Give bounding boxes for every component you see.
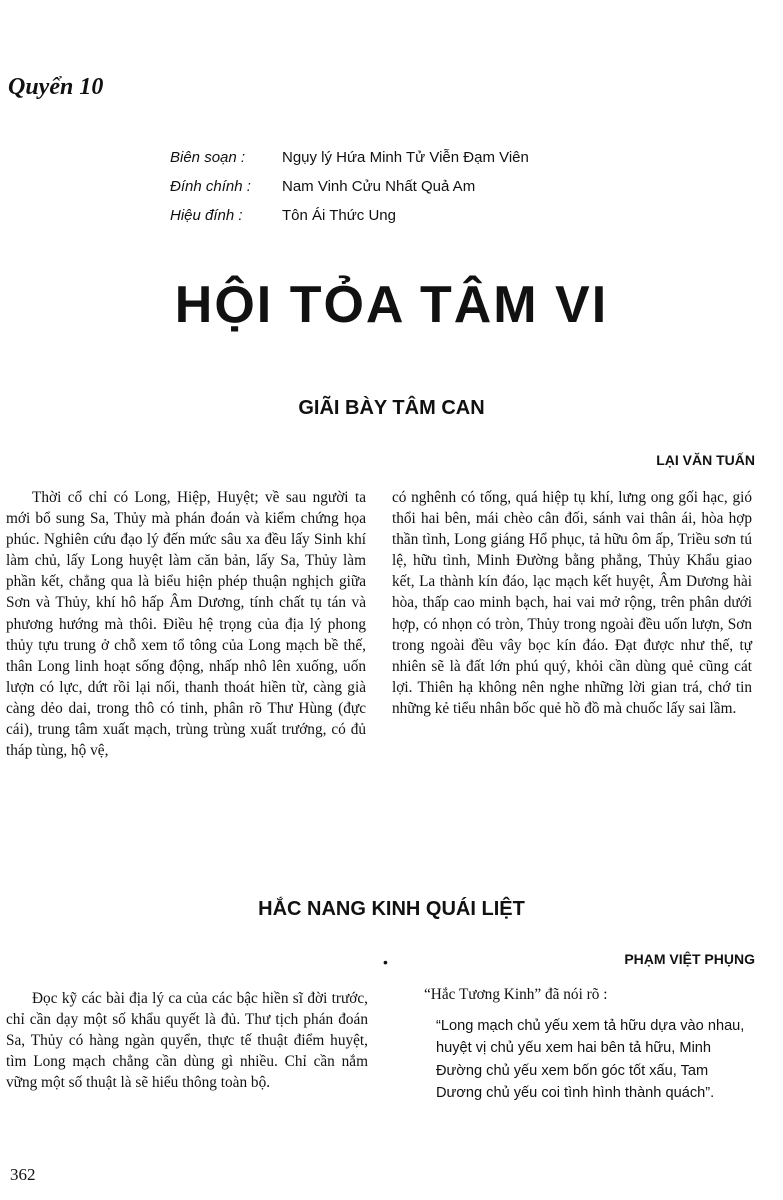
page-number: 362	[10, 1165, 36, 1184]
section-title: HẮC NANG KINH QUÁI LIỆT	[258, 898, 525, 920]
section-author: PHẠM VIỆT PHỤNG	[624, 951, 755, 967]
credits-block	[170, 143, 529, 230]
credit-role: Hiệu đính :	[170, 207, 243, 224]
credit-name: Ngụy lý Hứa Minh Tử Viễn Đạm Viên	[282, 149, 529, 166]
credit-name: Nam Vinh Cửu Nhất Quả Am	[282, 178, 476, 195]
section-body-left-column: Đọc kỹ các bài địa lý ca của các bậc hiền sĩ đời trước, chỉ cần dạy một số khẩu quyết là đủ. Thư tịch phán đoán Sa, Thủy có hàng ngàn quyển, thực tế thuật điểm huyệt, tìm Long mạch chẳng cần dùng gì nhiều. Chỉ cần nắm vững một số thuật là sẽ hiểu thông toàn bộ.	[6, 990, 368, 1092]
section-author: LẠI VĂN TUẤN	[656, 452, 755, 468]
volume-label: Quyển 10	[8, 74, 104, 100]
quote-intro: “Hắc Tương Kinh” đã nói rõ :	[424, 986, 608, 1003]
section-body-left-column: Thời cổ chỉ có Long, Hiệp, Huyệt; về sau người ta mới bổ sung Sa, Thủy mà phán đoán và kiểm chứng họa phúc. Nghiên cứu đạo lý đến mức sâu xa đều lấy Sinh khí làm chủ, lấy Long huyệt làm căn bản, lấy Sa, Thủy làm phần kết, chẳng qua là biểu hiện phép thuận nghịch giữa Sơn và Thủy, khí hô hấp Âm Dương, tính chất tụ tán và phương hướng mà thôi. Điều hệ trọng của địa lý phong thủy tựu trung ở chỗ xem tổ tông của Long mạch bề thế, thân Long linh hoạt sống động, nhấp nhô lên xuống, uốn lượn có lực, dứt rồi lại nối, thanh thoát hiền từ, càng già càng dẻo dai, trong thô có tinh, phân rõ Thư Hùng (đực cái), trung tâm xuất mạch, trùng trùng xuất trướng, có đủ tháp tùng, hộ vệ,	[6, 489, 366, 760]
credit-role: Biên soạn :	[170, 149, 246, 166]
section-body-right-column: có nghênh có tống, quá hiệp tụ khí, lưng ong gối hạc, gió thổi hai bên, mái chèo cân đối, sánh vai thân ái, hòa hợp thần tình, Long giáng Hổ phục, tả hữu ôm ấp, Triều sơn tú lệ, hữu tình, Minh Đường bằng phẳng, Thủy Khẩu giao kết, La thành kín đáo, lạc mạch kết huyệt, Âm Dương hài hòa, thấp cao minh bạch, hai vai mở rộng, trên phân dưới hợp, có nhọn có tròn, Thủy trong ngoài đều uốn lượn, Sơn trong ngoài đều vây bọc kín đáo. Đạt được như thế, tự nhiên sẽ là đất lớn phú quý, khỏi cần dùng quẻ cũng cát lợi. Thiên hạ không nên nghe những lời gian trá, chớ tin những kẻ tiểu nhân bốc quẻ hồ đồ mà chuốc lấy sai lầm.	[392, 489, 752, 717]
credit-row-corrector	[170, 172, 529, 201]
credit-name: Tôn Ái Thức Ung	[282, 207, 396, 224]
main-title: HỘI TỎA TÂM VI	[174, 276, 609, 334]
credit-role: Đính chính :	[170, 178, 251, 195]
credit-row-editor	[170, 201, 529, 230]
section-title: GIÃI BÀY TÂM CAN	[298, 397, 485, 419]
stray-dot-mark: •	[383, 954, 388, 970]
credit-row-compiler	[170, 143, 529, 172]
block-quote: “Long mạch chủ yếu xem tả hữu dựa vào nhau, huyệt vị chủ yếu xem hai bên tả hữu, Minh Đường chủ yếu xem bốn góc tốt xấu, Tam Dương chủ yếu coi tình hình thành quách”.	[436, 1018, 745, 1101]
